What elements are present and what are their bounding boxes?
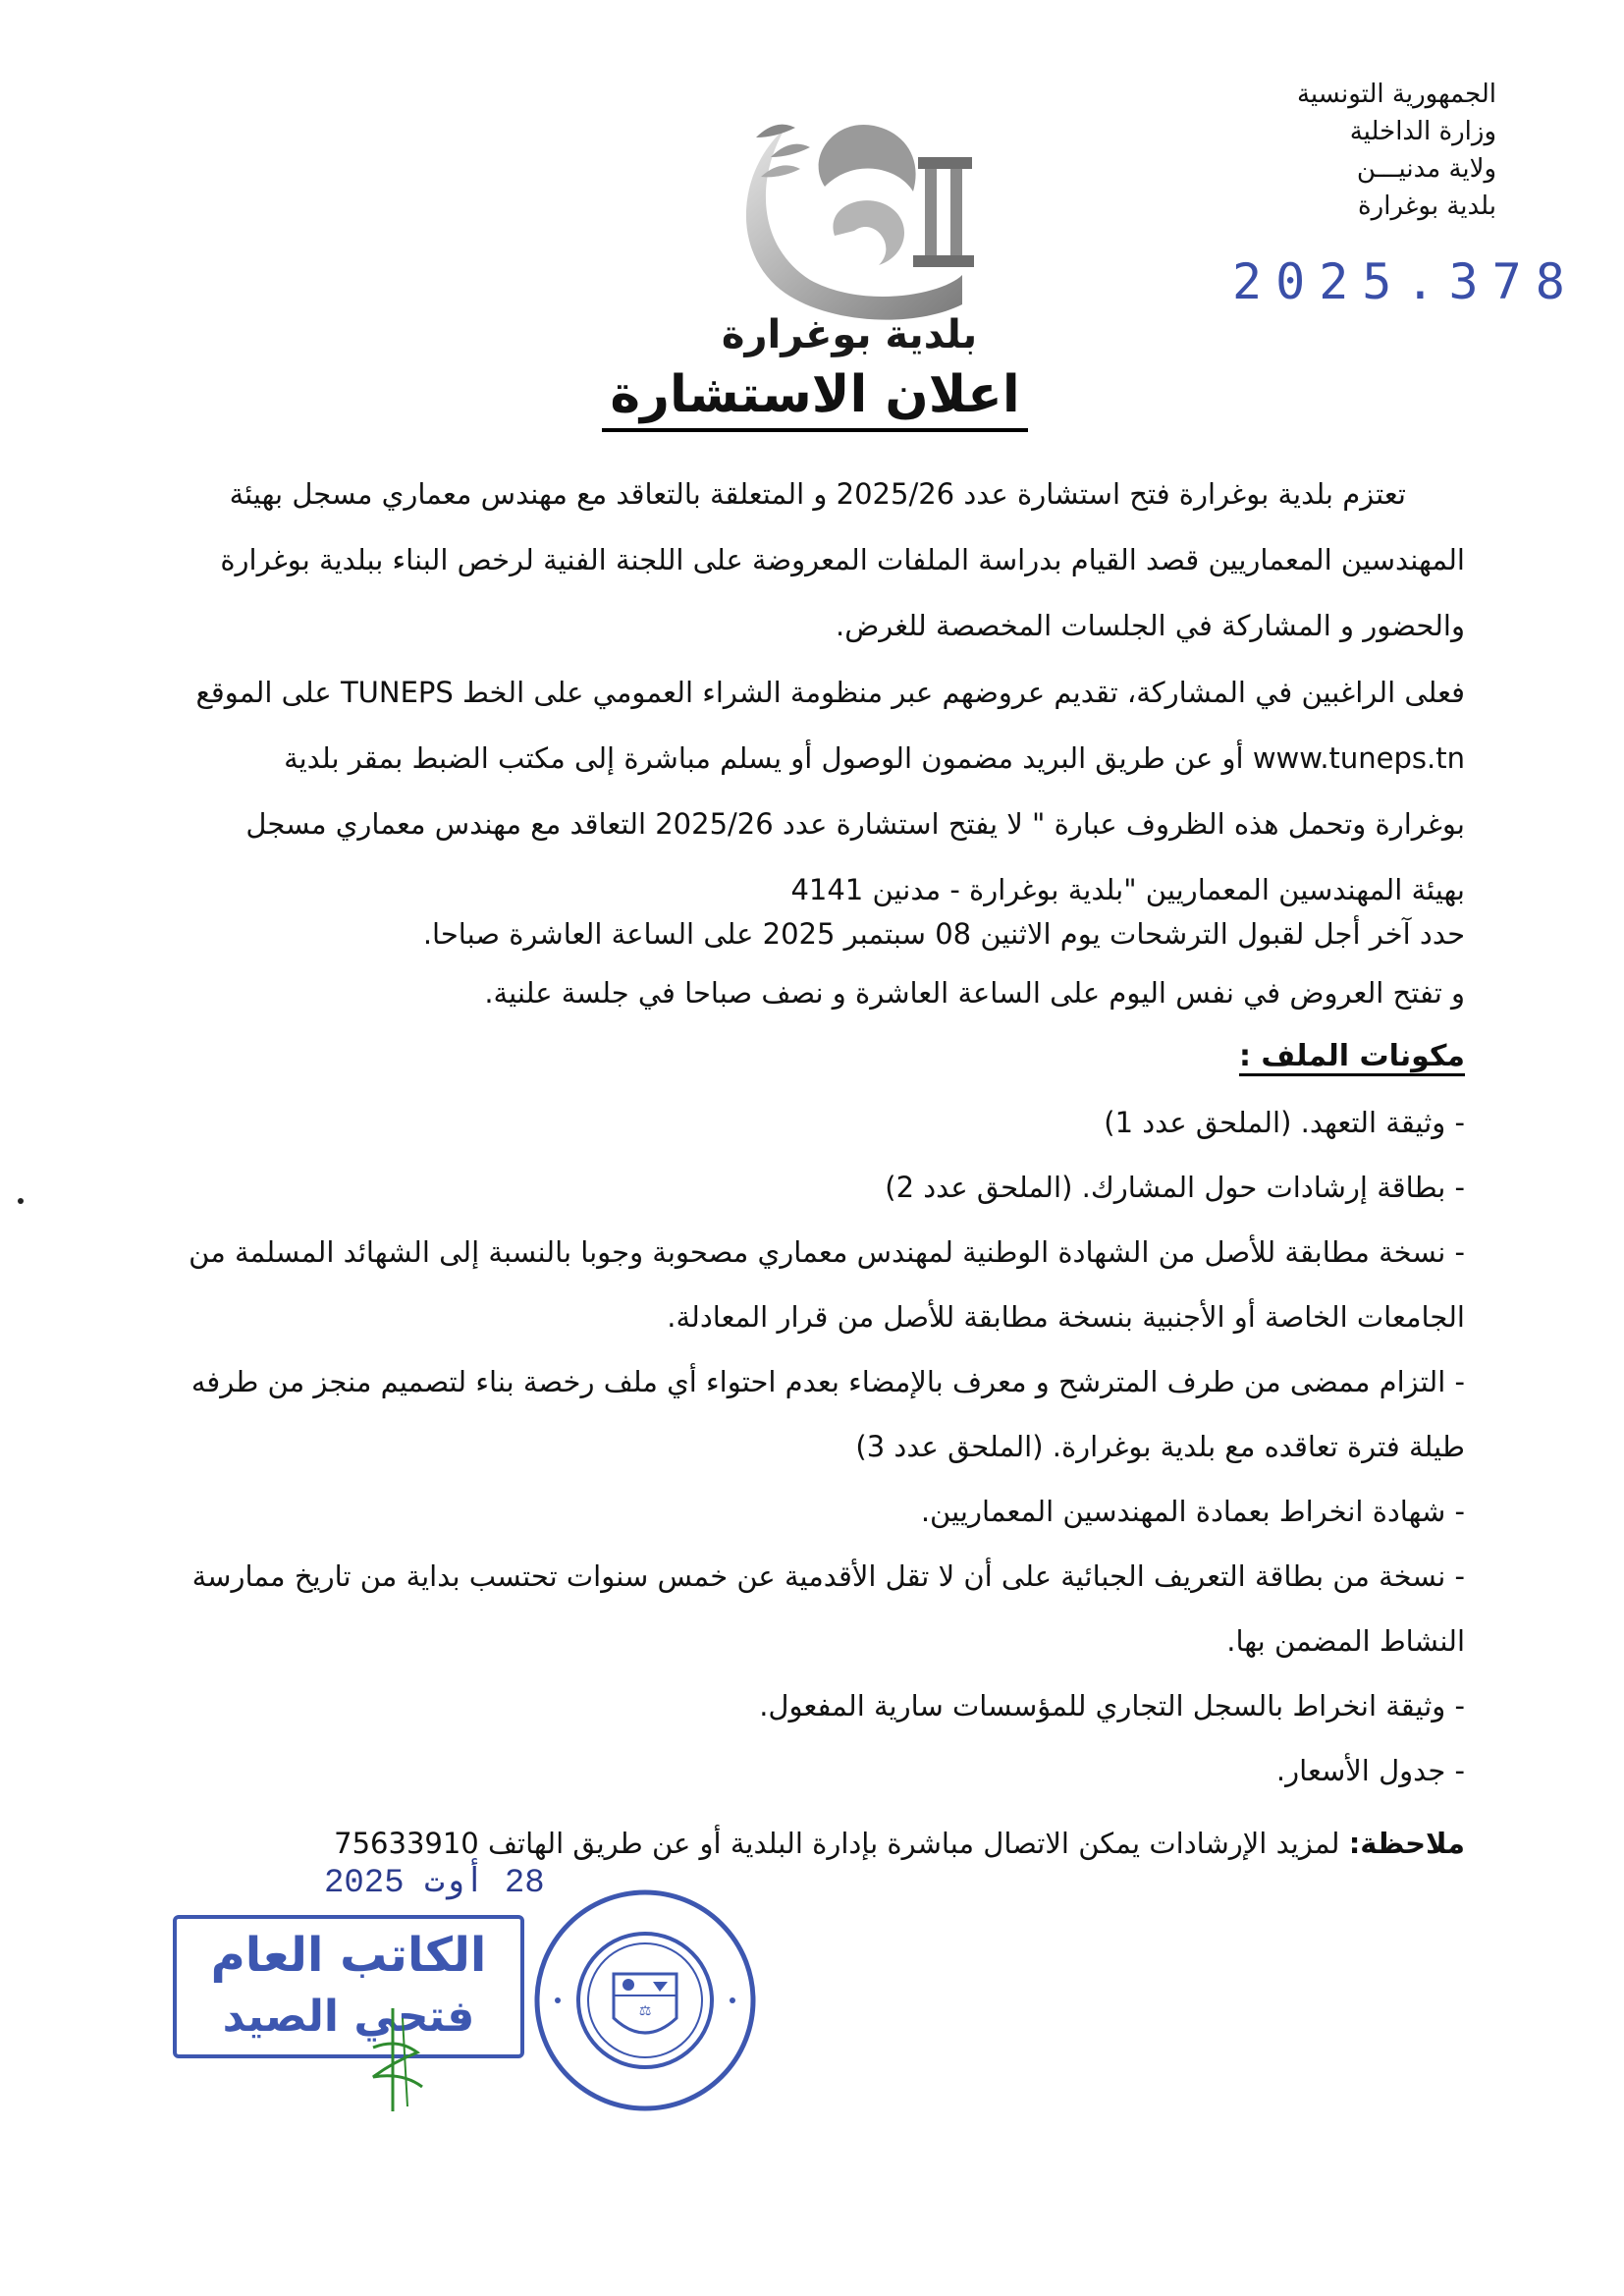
logo-caption: بلدية بوغرارة: [721, 312, 978, 357]
opening-text: و تفتح العروض في نفس اليوم على الساعة العاشرة و نصف صباحا في جلسة علنية.: [484, 976, 1465, 1010]
signature-title: الكاتب العام: [210, 1928, 487, 1983]
body-paragraph-1: [187, 462, 1465, 659]
list-item: - نسخة مطابقة للأصل من الشهادة الوطنية لمهندس معماري مصحوبة وجوبا بالنسبة إلى الشهائد المسلمة من الجامعات الخاصة أو الأجنبية بنسخة مطابقة للأصل من قرار المعادلة.: [189, 1235, 1465, 1334]
note: [314, 1827, 1465, 1860]
list-item: - وثيقة التعهد. (الملحق عدد 1): [1104, 1106, 1465, 1139]
body-paragraph-2: [187, 660, 1465, 923]
header-governorate: ولاية مدنيـــن: [1356, 154, 1496, 184]
file-components-heading: [1239, 1039, 1465, 1073]
body-opening: [187, 960, 1465, 1026]
official-seal-icon: [530, 1886, 761, 2116]
date-stamp: 28 أوت 2025: [324, 1865, 545, 1902]
note-label: ملاحظة:: [1348, 1827, 1465, 1860]
page-title-text: اعلان الاستشارة: [602, 365, 1027, 432]
municipality-logo-icon: [717, 98, 992, 324]
margin-mark: [18, 1198, 24, 1204]
header-ministry: وزارة الداخلية: [1349, 117, 1496, 146]
body-text-submission: فعلى الراغبين في المشاركة، تقديم عروضهم عبر منظومة الشراء العمومي على الخط TUNEPS على الموقع www.tuneps.tn أو عن طريق البريد مضمون الوصول أو يسلم مباشرة إلى مكتب الضبط بمقر بلدية بوغرارة وتحمل هذه الظروف عبارة " لا يفتح استشارة عدد 2025/26 التعاقد مع مهندس معماري مسجل بهيئة المهندسين المعماريين "بلدية بوغرارة - مدنين 4141: [195, 676, 1465, 906]
body-deadline: [187, 902, 1465, 967]
handwritten-signature-icon: [353, 2008, 442, 2116]
note-text: لمزيد الإرشادات يمكن الاتصال مباشرة بإدارة البلدية أو عن طريق الهاتف 75633910: [334, 1827, 1340, 1860]
deadline-text: حدد آخر أجل لقبول الترشحات يوم الاثنين 08 سبتمبر 2025 على الساعة العاشرة صباحا.: [422, 917, 1465, 951]
file-components-list: [187, 1090, 1465, 1803]
list-item: - التزام ممضى من طرف المترشح و معرف بالإمضاء بعدم احتواء أي ملف رخصة بناء لتصميم منجز من طرفه طيلة فترة تعاقده مع بلدية بوغرارة. (الملحق عدد 3): [190, 1365, 1465, 1463]
signature-stamp: [173, 1915, 524, 2058]
header-municipality: بلدية بوغرارة: [1358, 191, 1496, 221]
file-components-heading-text: مكونات الملف :: [1239, 1039, 1465, 1076]
page-title: [589, 365, 1041, 424]
signature-name: فتحي الصيد: [222, 1992, 475, 2042]
list-item: - جدول الأسعار.: [1275, 1754, 1465, 1787]
svg-text:⚖: ⚖: [638, 2003, 652, 2019]
list-item: - وثيقة انخراط بالسجل التجاري للمؤسسات سارية المفعول.: [759, 1689, 1465, 1722]
reference-number: 2025.378: [1232, 253, 1579, 310]
list-item: - نسخة من بطاقة التعريف الجبائية على أن لا تقل الأقدمية عن خمس سنوات تحتسب بداية من تاريخ ممارسة النشاط المضمن بها.: [191, 1559, 1465, 1658]
list-item: - شهادة انخراط بعمادة المهندسين المعماريين.: [920, 1495, 1465, 1528]
list-item: - بطاقة إرشادات حول المشارك. (الملحق عدد 2): [885, 1171, 1465, 1204]
body-text-intro: تعتزم بلدية بوغرارة فتح استشارة عدد 2025/26 و المتعلقة بالتعاقد مع مهندس معماري مسجل بهيئة المهندسين المعماريين قصد القيام بدراسة الملفات المعروضة على اللجنة الفنية لرخص البناء ببلدية بوغرارة والحضور و المشاركة في الجلسات المخصصة للغرض.: [220, 477, 1465, 642]
header-country: الجمهورية التونسية: [1296, 80, 1496, 109]
